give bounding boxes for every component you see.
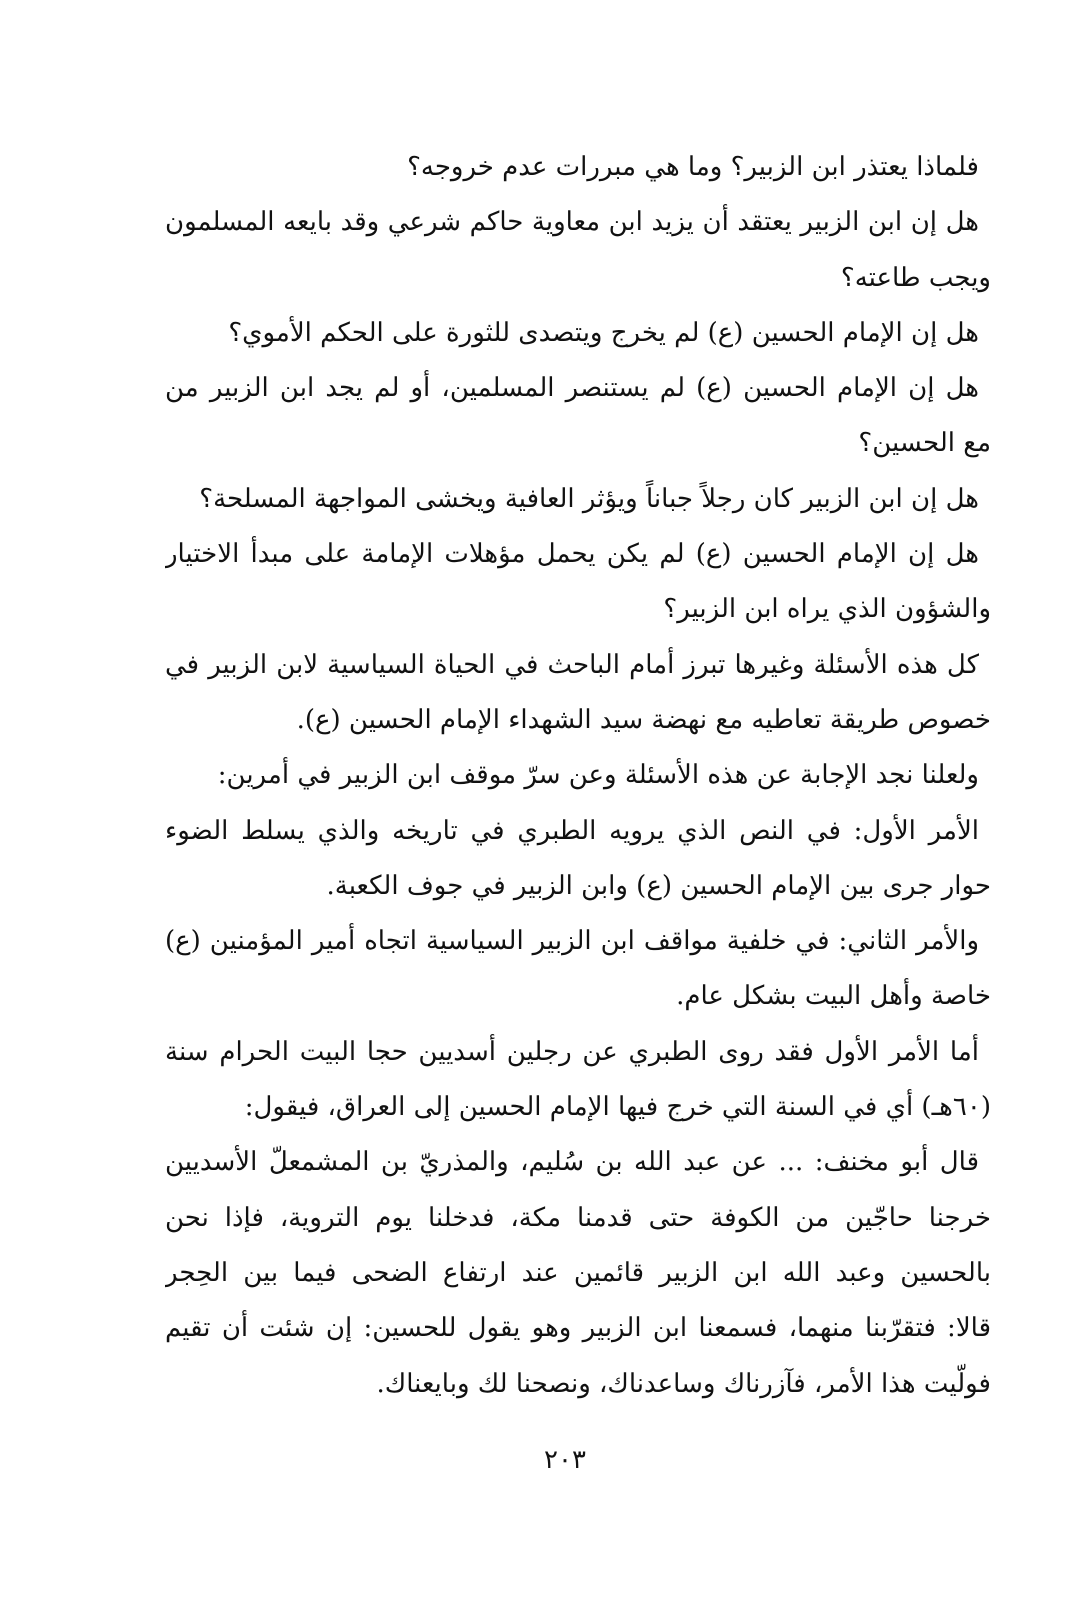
page-number: ٢٠٣ <box>544 1445 586 1475</box>
text-line: هل إن الإمام الحسين (ع) لم يكن يحمل مؤهلات الإمامة على مبدأ الاختيار <box>165 539 979 570</box>
text-line: فلماذا يعتذر ابن الزبير؟ وما هي مبررات عدم خروجه؟ <box>407 152 979 182</box>
text-line: كل هذه الأسئلة وغيرها تبرز أمام الباحث في الحياة السياسية لابن الزبير في <box>165 649 979 680</box>
page-body-text <box>165 140 991 1412</box>
text-line: مع الحسين؟ <box>858 428 991 459</box>
text-line: حوار جرى بين الإمام الحسين (ع) وابن الزبير في جوف الكعبة. <box>326 870 991 901</box>
text-line: فولّيت هذا الأمر، فآزرناك وساعدناك، ونصحنا لك وبايعناك. <box>376 1368 991 1399</box>
text-line: قال أبو مخنف: ... عن عبد الله بن سُليم، والمذريّ بن المشمعلّ الأسديين <box>165 1147 979 1178</box>
text-line: ولعلنا نجد الإجابة عن هذه الأسئلة وعن سرّ موقف ابن الزبير في أمرين: <box>217 760 979 791</box>
text-line: الأمر الأول: في النص الذي يرويه الطبري في تاريخه والذي يسلط الضوء <box>165 815 979 846</box>
text-line: (٦٠هـ) أي في السنة التي خرج فيها الإمام الحسين إلى العراق، فيقول: <box>244 1092 991 1123</box>
text-line: ويجب طاعته؟ <box>840 262 991 293</box>
text-line: هل إن ابن الزبير كان رجلاً جباناً ويؤثر العافية ويخشى المواجهة المسلحة؟ <box>199 483 979 514</box>
text-line: أما الأمر الأول فقد روى الطبري عن رجلين أسديين حجا البيت الحرام سنة <box>165 1036 979 1067</box>
text-line: هل إن الإمام الحسين (ع) لم يستنصر المسلمين، أو لم يجد ابن الزبير من <box>165 373 979 404</box>
text-line: قالا: فتقرّبنا منهما، فسمعنا ابن الزبير وهو يقول للحسين: إن شئت أن تقيم <box>165 1313 991 1344</box>
text-line: هل إن ابن الزبير يعتقد أن يزيد ابن معاوية حاكم شرعي وقد بايعه المسلمون <box>165 207 979 238</box>
text-line: بالحسين وعبد الله ابن الزبير قائمين عند ارتفاع الضحى فيما بين الحِجر <box>165 1257 991 1288</box>
text-line: والأمر الثاني: في خلفية مواقف ابن الزبير السياسية اتجاه أمير المؤمنين (ع) <box>165 926 979 957</box>
text-line: خصوص طريقة تعاطيه مع نهضة سيد الشهداء الإمام الحسين (ع). <box>296 704 991 735</box>
text-line: خاصة وأهل البيت بشكل عام. <box>676 981 991 1012</box>
text-line: خرجنا حاجّين من الكوفة حتى قدمنا مكة، فدخلنا يوم التروية، فإذا نحن <box>165 1202 991 1233</box>
text-line: والشؤون الذي يراه ابن الزبير؟ <box>663 594 991 625</box>
text-line: هل إن الإمام الحسين (ع) لم يخرج ويتصدى للثورة على الحكم الأموي؟ <box>228 317 979 348</box>
